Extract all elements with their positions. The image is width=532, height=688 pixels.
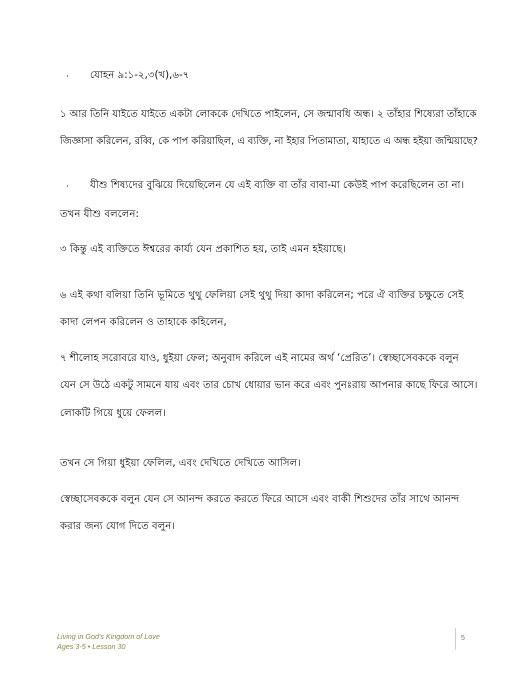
- footer-subtitle: Ages 3-5 • Lesson 30: [57, 642, 126, 651]
- instruction-line-1: স্বেচ্ছাসেবককে বলুন যেন সে আনন্দ করতে করতে ফিরে আসে এবং বাকী শিশুদের তাঁর সাথে আনন্দ: [60, 494, 460, 505]
- scripture-reference: যোহন ৯:১-২,৩(খ),৬-৭: [90, 70, 190, 81]
- verse-6-line-2: কাদা লেপন করিলেন ও তাহাকে কহিলেন,: [60, 317, 227, 328]
- bullet: ·: [66, 72, 69, 82]
- bullet: ·: [66, 182, 69, 192]
- verse-1-line-1: ১ আর তিনি যাইতে যাইতে একটা লোককে দেখিতে পাইলেন, সে জন্মাবধি অন্ধ। ২ তাঁহার শিষ্যেরা তাঁহাকে: [60, 109, 477, 120]
- verse-1-line-2: জিজ্ঞাসা করিলেন, রব্বি, কে পাপ করিয়াছিল, এ ব্যক্তি, না ইহার পিতামাতা, যাহাতে এ অন্ধ হইয়া জন্মিয়াছে?: [60, 136, 478, 147]
- footer-divider: [455, 628, 456, 650]
- verse-7b: তখন সে গিয়া ধুইয়া ফেলিল, এবং দেখিতে দেখিতে আসিল।: [60, 458, 301, 469]
- verse-6-line-1: ৬ এই কথা বলিয়া তিনি ভূমিতে থুথু ফেলিয়া সেই থুথু দিয়া কাদা করিলেন; পরে ঐ ব্যক্তির চক্ষুতে সেই: [60, 290, 464, 301]
- verse-7-line-3: লোকটি গিয়ে ধুয়ে ফেলল।: [60, 408, 166, 419]
- note-line-2: তখন যীশু বললেন:: [60, 209, 139, 220]
- note-line-1: যীশু শিষ্যদের বুঝিয়ে দিয়েছিলেন যে এই ব্যক্তি বা তাঁর বাবা-মা কেউই পাপ করেছিলেন তা না।: [90, 180, 465, 191]
- footer-title: Living in God's Kingdom of Love: [57, 632, 160, 641]
- verse-7-line-2: যেন সে উঠে একটু সামনে যায় এবং তার চোখ ধোয়ার ভান করে এবং পুনঃরায় আপনার কাছে ফিরে আসে।: [60, 380, 478, 391]
- verse-3: ৩ কিন্তু এই ব্যক্তিতে ঈশ্বরের কার্য্য যেন প্রকাশিত হয়, তাই এমন হইয়াছে।: [60, 244, 347, 255]
- verse-7-line-1: ৭ শীলোহ সরোবরে যাও, ধুইয়া ফেল; অনুবাদ করিলে এই নামের অর্থ ‘প্রেরিত’। স্বেচ্ছাসেবককে বলুন: [60, 353, 459, 364]
- instruction-line-2: করার জন্য যোগ দিতে বলুন।: [60, 521, 176, 532]
- page-number: 5: [461, 635, 465, 642]
